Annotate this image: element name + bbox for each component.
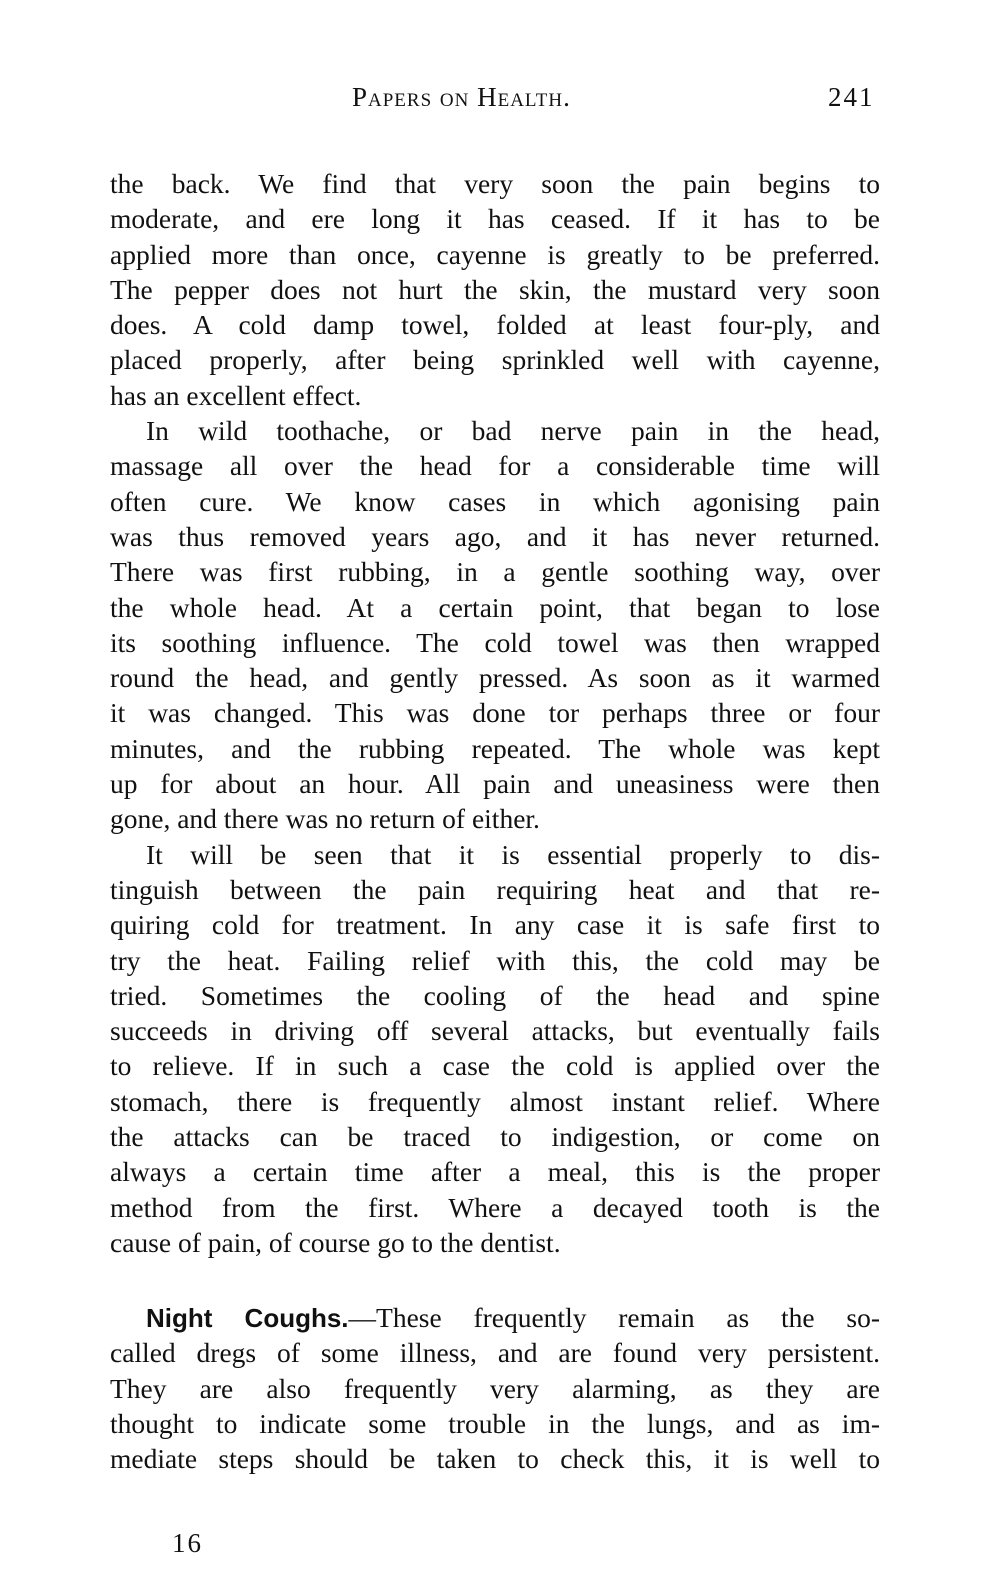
text-line: to relieve. If in such a case the cold is applied over the [110, 1050, 880, 1082]
text-line: It will be seen that it is essential properly to dis- [146, 838, 880, 870]
text-line: it was changed. This was done tor perhaps three or four [110, 697, 880, 729]
text-line: often cure. We know cases in which agonising pain [110, 485, 880, 517]
text-line: cause of pain, of course go to the dentist. [110, 1226, 561, 1258]
text-line: In wild toothache, or bad nerve pain in the head, [146, 415, 880, 447]
section-first-line [110, 1300, 880, 1335]
page-number: 241 [828, 82, 875, 112]
text-line: has an excellent effect. [110, 379, 362, 411]
text-line: up for about an hour. All pain and uneasiness were then [110, 768, 880, 800]
section-heading: Night Coughs. [146, 1303, 349, 1333]
section-first-line-text: —These frequently remain as the so- [348, 1302, 880, 1333]
text-line: mediate steps should be taken to check this, it is well to [110, 1443, 880, 1475]
text-line: stomach, there is frequently almost instant relief. Where [110, 1085, 880, 1117]
text-line: applied more than once, cayenne is greatly to be preferred. [110, 238, 880, 270]
running-title: Papers on Health. [352, 82, 571, 112]
page-header [0, 82, 1000, 122]
text-line: does. A cold damp towel, folded at least four-ply, and [110, 309, 880, 341]
text-line: was thus removed years ago, and it has never returned. [110, 520, 880, 552]
text-line: The pepper does not hurt the skin, the mustard very soon [110, 273, 880, 305]
text-line: its soothing influence. The cold towel was then wrapped [110, 626, 880, 658]
text-line: massage all over the head for a considerable time will [110, 450, 880, 482]
text-line: method from the first. Where a decayed tooth is the [110, 1191, 880, 1223]
body-text [110, 166, 880, 1260]
text-line: the attacks can be traced to indigestion, or come on [110, 1121, 880, 1153]
text-line: tried. Sometimes the cooling of the head and spine [110, 979, 880, 1011]
text-line: try the heat. Failing relief with this, the cold may be [110, 944, 880, 976]
text-line: gone, and there was no return of either. [110, 803, 540, 835]
text-line: minutes, and the rubbing repeated. The whole was kept [110, 732, 880, 764]
text-line: succeeds in driving off several attacks, but eventually fails [110, 1015, 880, 1047]
text-line: the back. We find that very soon the pain begins to [110, 168, 880, 199]
text-line: quiring cold for treatment. In any case it is safe first to [110, 909, 880, 941]
text-line: always a certain time after a meal, this is the proper [110, 1156, 880, 1188]
text-line: called dregs of some illness, and are found very persistent. [110, 1337, 880, 1369]
signature-mark: 16 [172, 1528, 203, 1558]
text-line: the whole head. At a certain point, that began to lose [110, 591, 880, 623]
text-line: tinguish between the pain requiring heat and that re- [110, 873, 880, 905]
text-line: round the head, and gently pressed. As soon as it warmed [110, 662, 880, 694]
text-line: placed properly, after being sprinkled well with cayenne, [110, 344, 880, 376]
night-coughs-section [110, 1300, 880, 1476]
text-line: There was first rubbing, in a gentle soothing way, over [110, 556, 880, 588]
text-line: thought to indicate some trouble in the lungs, and as im- [110, 1407, 880, 1439]
text-line: moderate, and ere long it has ceased. If it has to be [110, 203, 880, 235]
text-line: They are also frequently very alarming, as they are [110, 1372, 880, 1404]
